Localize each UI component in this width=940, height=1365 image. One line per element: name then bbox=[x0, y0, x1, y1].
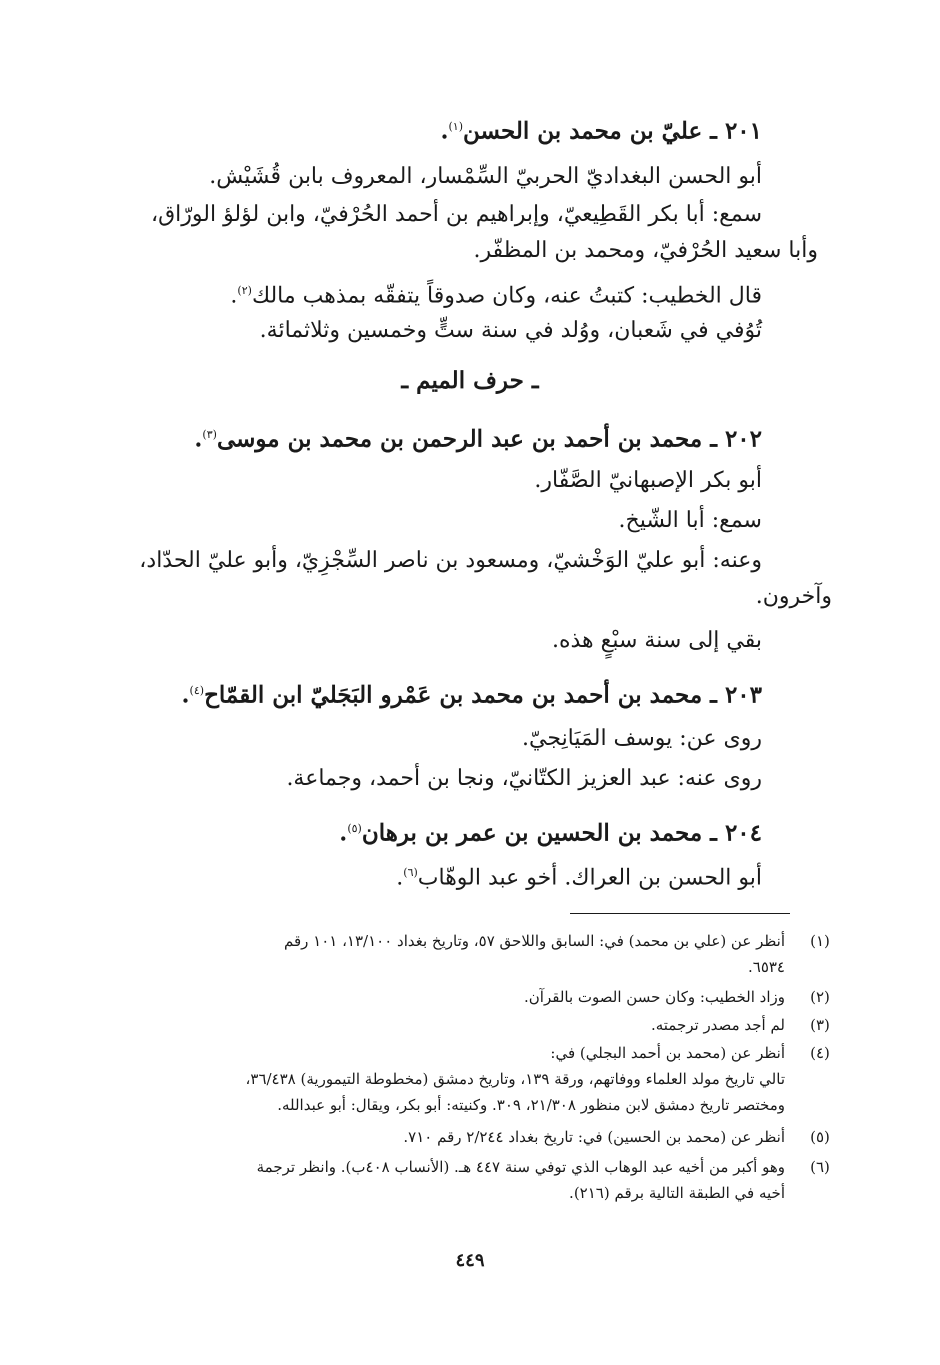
footnote-number: (١) bbox=[810, 932, 830, 950]
footnote-ref-5[interactable]: (٥) bbox=[347, 822, 362, 835]
footnote-4-line-3: ومختصر تاريخ دمشق لابن منظور ٢١/٣٠٨، ٣٠٩. وكنيته: أبو بكر، ويقال: أبو عبدالله. bbox=[277, 1096, 785, 1114]
footnote-ref-6[interactable]: (٦) bbox=[403, 866, 418, 879]
footnote-3-line-1: لم أجد مصدر ترجمته. bbox=[650, 1016, 785, 1034]
footnote-2-line-1: وزاد الخطيب: وكان حسن الصوت بالقرآن. bbox=[524, 988, 785, 1006]
footnote-4-line-2: تالي تاريخ مولد العلماء ووفاتهم، ورقة ١٣٩، وتاريخ دمشق (مخطوطة التيمورية) ٣٦/٤٣٨، bbox=[245, 1070, 785, 1088]
footnote-number: (٣) bbox=[810, 1016, 830, 1034]
footnote-ref-2[interactable]: (٢) bbox=[237, 284, 252, 297]
entry-203-heading: ٢٠٣ ـ محمد بن أحمد بن محمد بن عَمْرو البَجَليّ ابن القمّاح$^{(٤)}$. bbox=[181, 681, 762, 709]
footnote-number: (٦) bbox=[810, 1158, 830, 1176]
entry-203-line-1: روى عن: يوسف المَيَانِجيّ. bbox=[522, 726, 762, 751]
page-number: ٤٤٩ bbox=[455, 1250, 485, 1271]
entry-202-line-4: وآخرون. bbox=[755, 584, 832, 609]
entry-202-line-2: سمع: أبا الشّيخ. bbox=[618, 508, 762, 533]
footnote-separator bbox=[570, 913, 790, 914]
entry-201-heading: ٢٠١ ـ عليّ بن محمد بن الحسن$^{(١)}$. bbox=[440, 117, 762, 145]
entry-204-heading: ٢٠٤ ـ محمد بن الحسين بن عمر بن برهان$^{(٥)}$. bbox=[339, 819, 762, 847]
entry-203-line-2: روى عنه: عبد العزيز الكتّانيّ، ونجا بن أحمد، وجماعة. bbox=[286, 766, 762, 791]
footnote-number: (٢) bbox=[810, 988, 830, 1006]
footnote-1-line-2: ٦٥٣٤. bbox=[747, 958, 785, 976]
entry-201-line-5: تُوُفي في شَعبان، ووُلد في سنة ستٍّ وخمسين وثلاثمائة. bbox=[259, 318, 762, 343]
footnote-ref-1[interactable]: (١) bbox=[448, 120, 464, 133]
footnote-1-line-1: أنظر عن (علي بن محمد) في: السابق واللاحق ٥٧، وتاريخ بغداد ١٣/١٠٠، ١٠١ رقم bbox=[283, 932, 785, 950]
entry-202-line-5: بقي إلى سنة سبْعٍ هذه. bbox=[551, 628, 762, 653]
footnote-4-line-1: أنظر عن (محمد بن أحمد البجلي) في: bbox=[550, 1044, 785, 1062]
entry-201-line-4: قال الخطيب: كتبتُ عنه، وكان صدوقاً يتفقّه بمذهب مالك$^{(٢)}$. bbox=[230, 283, 762, 309]
footnote-6-line-2: أخيه في الطبقة التالية برقم (٢١٦). bbox=[569, 1184, 785, 1202]
footnote-ref-4[interactable]: (٤) bbox=[189, 684, 205, 697]
entry-202-heading: ٢٠٢ ـ محمد بن أحمد بن عبد الرحمن بن محمد بن موسى$^{(٣)}$. bbox=[194, 425, 762, 453]
entry-201-line-2: سمع: أبا بكر القَطِيعيّ، وإبراهيم بن أحمد الحُرْفيّ، وابن لؤلؤ الورّاق، bbox=[150, 202, 762, 227]
entry-202-line-3: وعنه: أبو عليّ الوَخْشيّ، ومسعود بن ناصر السِّجْزِيّ، وأبو عليّ الحدّاد، bbox=[139, 548, 762, 573]
entry-201-line-3: وأبا سعيد الحُرْفيّ، ومحمد بن المظفّر. bbox=[473, 238, 818, 263]
footnote-ref-3[interactable]: (٣) bbox=[202, 428, 217, 441]
section-title: ـ حرف الميم ـ bbox=[401, 367, 539, 394]
footnote-number: (٥) bbox=[810, 1128, 830, 1146]
entry-204-line-1: أبو الحسن بن العراك. أخو عبد الوهّاب$^{(٦)}$. bbox=[396, 865, 762, 891]
footnote-6-line-1: وهو أكبر من أخيه عبد الوهاب الذي توفي سنة ٤٤٧ هـ. (الأنساب ٤٠٨ب). وانظر ترجمة bbox=[256, 1158, 785, 1176]
footnote-5-line-1: أنظر عن (محمد بن الحسين) في: تاريخ بغداد ٢/٢٤٤ رقم ٧١٠. bbox=[403, 1128, 785, 1146]
entry-201-line-1: أبو الحسن البغداديّ الحربيّ السِّمْسار، المعروف بابن قُشَيْش. bbox=[209, 164, 762, 189]
footnote-number: (٤) bbox=[810, 1044, 830, 1062]
entry-202-line-1: أبو بكر الإصبهانيّ الصَّفّار. bbox=[534, 468, 762, 493]
